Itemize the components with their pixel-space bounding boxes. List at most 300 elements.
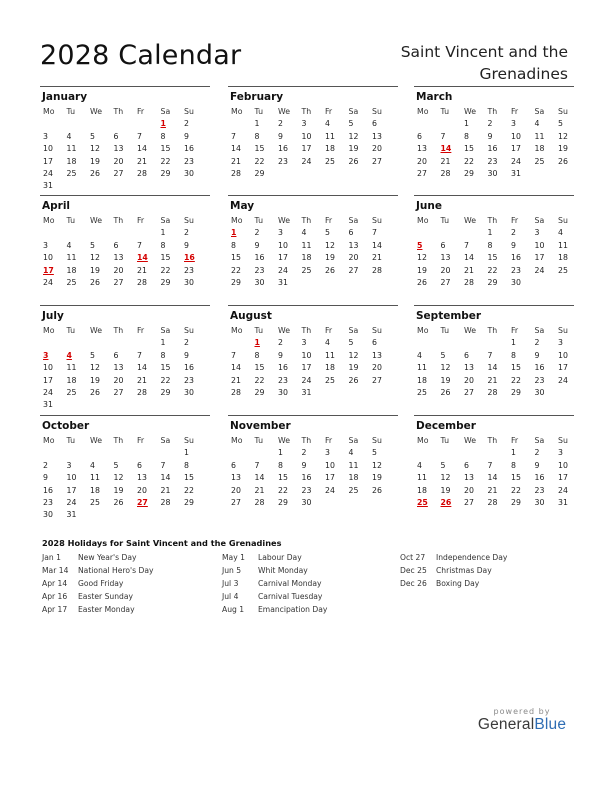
weekday-header: Fr [511,107,519,116]
day-cell: 9 [511,240,516,250]
weekday-header: Su [372,107,382,116]
day-cell: 27 [440,277,451,287]
day-cell: 24 [43,277,53,287]
day-cell: 28 [254,497,265,507]
holiday-day-cell: 3 [43,350,49,360]
day-cell: 18 [66,156,77,166]
day-cell: 26 [372,485,382,495]
day-cell: 21 [487,485,498,495]
day-cell: 20 [348,253,359,263]
day-cell: 23 [184,375,194,385]
day-cell: 31 [43,400,53,410]
holiday-date: Oct 27 [400,553,426,562]
empty-day-cell [134,447,158,459]
day-cell: 5 [440,460,446,470]
day-cell: 10 [558,460,568,470]
day-cell: 10 [534,240,545,250]
day-cell: 24 [558,375,568,385]
day-cell: 27 [348,265,359,275]
day-cell: 8 [254,131,260,141]
day-cell: 15 [278,473,288,483]
weekday-header: Su [184,326,194,335]
day-cell: 20 [372,144,382,154]
day-cell: 26 [113,497,124,507]
weekday-header: Tu [66,216,76,225]
holiday-row [222,604,327,617]
day-cell: 3 [43,240,48,250]
day-cell: 19 [440,375,451,385]
month-name: January [42,91,88,103]
day-cell: 12 [440,363,451,373]
day-cell: 27 [464,387,474,397]
day-cell: 6 [113,240,119,250]
day-cell: 21 [372,253,382,263]
day-cell: 7 [137,131,142,141]
country-name-line1: Saint Vincent and the [400,43,568,61]
day-cell: 17 [43,156,53,166]
holiday-day-cell: 17 [43,265,54,275]
day-cell: 12 [348,350,359,360]
day-cell: 11 [66,363,77,373]
day-cell: 30 [184,277,194,287]
weekday-header: We [464,107,477,116]
day-cell: 16 [487,144,498,154]
holiday-date: Jan 1 [42,553,61,562]
empty-day-cell [228,118,252,130]
day-cell: 29 [464,168,474,178]
weekday-header: Fr [137,326,145,335]
day-cell: 17 [43,375,53,385]
holidays-heading: 2028 Holidays for Saint Vincent and the Grenadines [42,538,282,548]
empty-day-cell [485,337,509,349]
day-cell: 25 [325,156,335,166]
empty-day-cell [134,227,158,239]
day-cell: 29 [254,168,265,178]
day-cell: 18 [534,144,545,154]
holiday-name: Whit Monday [258,565,308,575]
day-cell: 28 [137,168,147,178]
day-cell: 28 [137,387,147,397]
day-cell: 26 [90,387,100,397]
weekday-header: Mo [417,326,429,335]
day-cell: 6 [417,131,422,141]
day-cell: 31 [43,181,53,191]
empty-day-cell [461,227,485,239]
day-cell: 14 [372,240,382,250]
holiday-row [222,552,327,565]
day-cell: 15 [160,144,171,154]
holiday-row [400,565,507,578]
holiday-date: Dec 25 [400,565,427,575]
holiday-name: Labour Day [258,553,302,562]
empty-day-cell [252,447,276,459]
day-cell: 21 [137,375,147,385]
day-cell: 18 [417,375,427,385]
brand-name-blue: Blue [534,716,567,733]
holiday-name: Emancipation Day [258,604,328,614]
holiday-row [400,552,507,565]
day-cell: 6 [113,350,119,360]
empty-day-cell [64,227,88,239]
day-cell: 25 [348,485,359,495]
holiday-date: Jul 3 [222,578,239,588]
holiday-name: Carnival Tuesday [258,591,323,601]
day-cell: 8 [160,240,166,250]
holiday-day-cell: 27 [137,497,148,507]
weekday-header: We [278,107,291,116]
weekday-header: We [464,326,477,335]
day-cell: 7 [464,240,469,250]
weekday-header: Fr [325,107,333,116]
day-cell: 15 [184,473,194,483]
empty-day-cell [438,337,462,349]
weekday-header: Sa [348,216,359,225]
day-cell: 18 [66,375,77,385]
day-cell: 2 [184,338,189,348]
holiday-date: Apr 17 [42,604,68,614]
day-cell: 11 [325,131,335,141]
holiday-row [42,578,154,591]
empty-day-cell [438,227,462,239]
month-name: December [416,420,476,432]
month-june [414,195,574,289]
holiday-name: Easter Sunday [78,591,134,601]
day-cell: 14 [137,363,147,373]
empty-day-cell [438,118,462,130]
day-cell: 16 [534,473,545,483]
day-cell: 22 [254,156,265,166]
day-cell: 7 [231,350,236,360]
empty-day-cell [461,447,485,459]
weekday-header: Tu [254,326,264,335]
month-divider [228,86,398,87]
day-cell: 26 [90,168,100,178]
day-cell: 10 [301,350,312,360]
day-cell: 19 [558,144,568,154]
month-name: February [230,91,284,103]
weekday-header: Mo [231,326,243,335]
day-cell: 22 [487,265,498,275]
month-divider [414,305,574,306]
day-cell: 22 [278,485,288,495]
day-cell: 25 [66,387,77,397]
weekday-header: Sa [348,326,359,335]
day-cell: 28 [487,497,498,507]
empty-day-cell [485,447,509,459]
holiday-day-cell: 26 [440,497,452,507]
day-cell: 29 [184,497,194,507]
day-cell: 12 [372,460,382,470]
weekday-header: Tu [440,107,450,116]
day-cell: 3 [511,119,516,129]
day-cell: 4 [325,119,330,129]
day-cell: 30 [43,510,53,520]
holiday-day-cell: 16 [184,253,195,263]
day-cell: 6 [348,228,354,238]
day-cell: 22 [231,265,241,275]
holiday-name: National Hero's Day [78,565,154,575]
day-cell: 22 [464,156,474,166]
month-name: August [230,310,272,322]
weekday-header: Su [558,326,568,335]
day-cell: 19 [440,485,451,495]
weekday-header: We [278,436,291,445]
empty-day-cell [40,337,64,349]
day-cell: 9 [43,473,48,483]
holiday-row [222,591,327,604]
empty-day-cell [134,118,158,130]
day-cell: 21 [137,265,147,275]
day-cell: 13 [348,240,359,250]
holiday-name: New Year's Day [78,553,137,562]
empty-day-cell [414,118,438,130]
empty-day-cell [414,227,438,239]
day-cell: 8 [160,350,166,360]
month-day-grid [414,325,574,399]
month-day-grid [40,106,210,193]
holiday-day-cell: 25 [417,497,428,507]
day-cell: 25 [558,265,568,275]
day-cell: 23 [534,485,545,495]
day-cell: 5 [90,131,95,141]
day-cell: 21 [231,375,241,385]
day-cell: 26 [325,265,335,275]
day-cell: 31 [301,387,312,397]
month-day-grid [414,106,574,180]
day-cell: 20 [417,156,427,166]
holiday-row [42,552,154,565]
weekday-header: Sa [534,326,545,335]
day-cell: 14 [160,473,171,483]
holiday-day-cell: 1 [160,119,166,129]
day-cell: 24 [325,485,335,495]
day-cell: 20 [464,375,474,385]
holiday-row [222,565,327,578]
country-name [308,41,568,85]
day-cell: 1 [487,228,493,238]
day-cell: 19 [417,265,427,275]
weekday-header: Mo [43,326,55,335]
day-cell: 7 [137,240,142,250]
country-name-line2: Grenadines [479,65,568,83]
day-cell: 3 [558,338,563,348]
holiday-date: Jul 4 [222,591,239,601]
month-september [414,305,574,399]
day-cell: 12 [325,240,335,250]
day-cell: 7 [440,131,446,141]
day-cell: 31 [66,510,77,520]
day-cell: 9 [534,350,540,360]
day-cell: 23 [487,156,498,166]
day-cell: 17 [278,253,288,263]
month-october [40,415,210,522]
day-cell: 13 [417,144,427,154]
day-cell: 11 [417,473,427,483]
empty-day-cell [40,118,64,130]
day-cell: 21 [254,485,265,495]
day-cell: 8 [464,131,469,141]
day-cell: 27 [464,497,474,507]
day-cell: 1 [184,448,189,458]
month-august [228,305,398,399]
day-cell: 6 [440,240,446,250]
weekday-header: Tu [254,436,264,445]
month-day-grid [40,435,210,522]
weekday-header: Th [487,216,498,225]
day-cell: 24 [43,387,53,397]
day-cell: 17 [325,473,335,483]
month-name: September [416,310,482,322]
day-cell: 27 [113,277,124,287]
day-cell: 23 [43,497,53,507]
day-cell: 14 [231,144,241,154]
page-title: 2028 Calendar [40,40,242,71]
day-cell: 30 [487,168,498,178]
day-cell: 14 [487,473,498,483]
day-cell: 3 [325,448,330,458]
day-cell: 17 [558,363,568,373]
holiday-column [222,552,327,616]
day-cell: 6 [113,131,119,141]
day-cell: 5 [440,350,446,360]
weekday-header: Mo [231,107,243,116]
weekday-header: We [464,436,477,445]
weekday-header: Th [487,436,498,445]
month-day-grid [40,325,210,412]
day-cell: 24 [301,156,312,166]
brand-name-general: General [477,716,535,733]
weekday-header: Mo [43,436,55,445]
day-cell: 9 [487,131,493,141]
holiday-day-cell: 1 [231,228,237,238]
weekday-header: Sa [348,436,359,445]
holiday-name: Carnival Monday [258,578,322,588]
holiday-row [42,565,154,578]
day-cell: 8 [511,350,516,360]
day-cell: 15 [487,253,498,263]
day-cell: 4 [325,338,330,348]
day-cell: 18 [558,253,568,263]
day-cell: 27 [372,156,382,166]
day-cell: 22 [160,265,171,275]
empty-day-cell [64,447,88,459]
day-cell: 14 [254,473,265,483]
day-cell: 30 [184,387,194,397]
day-cell: 22 [184,485,194,495]
empty-day-cell [158,447,182,459]
day-cell: 11 [301,240,312,250]
day-cell: 5 [113,460,119,470]
day-cell: 5 [90,350,95,360]
month-divider [414,86,574,87]
day-cell: 2 [43,460,48,470]
day-cell: 29 [231,277,241,287]
day-cell: 1 [160,338,166,348]
month-day-grid [228,215,398,289]
day-cell: 2 [511,228,516,238]
day-cell: 8 [254,350,260,360]
weekday-header: Th [487,107,498,116]
day-cell: 15 [254,363,265,373]
holiday-date: Aug 1 [222,604,245,614]
day-cell: 9 [254,240,260,250]
holiday-column [400,552,507,591]
month-divider [40,195,210,196]
holiday-name: Christmas Day [436,565,492,575]
day-cell: 29 [511,497,521,507]
weekday-header: Sa [534,107,545,116]
day-cell: 31 [558,497,568,507]
weekday-header: Th [113,216,124,225]
day-cell: 24 [301,375,312,385]
weekday-header: Su [184,107,194,116]
day-cell: 27 [231,497,241,507]
day-cell: 20 [137,485,147,495]
day-cell: 18 [325,363,335,373]
empty-day-cell [87,118,111,130]
month-name: October [42,420,90,432]
day-cell: 21 [137,156,147,166]
day-cell: 13 [113,363,124,373]
day-cell: 11 [348,460,359,470]
day-cell: 6 [231,460,236,470]
day-cell: 13 [372,350,382,360]
day-cell: 7 [160,460,166,470]
day-cell: 2 [254,228,260,238]
day-cell: 7 [487,460,493,470]
weekday-header: Sa [160,216,171,225]
day-cell: 2 [534,448,540,458]
day-cell: 8 [160,131,166,141]
day-cell: 16 [301,473,312,483]
day-cell: 24 [511,156,521,166]
day-cell: 16 [278,363,288,373]
day-cell: 15 [464,144,474,154]
holiday-date: Apr 16 [42,591,68,601]
weekday-header: Mo [417,107,429,116]
day-cell: 16 [184,144,194,154]
day-cell: 7 [254,460,260,470]
month-day-grid [414,215,574,289]
day-cell: 10 [511,131,521,141]
empty-day-cell [64,337,88,349]
day-cell: 8 [511,460,516,470]
day-cell: 13 [137,473,147,483]
holiday-row [400,578,507,591]
day-cell: 17 [558,473,568,483]
day-cell: 3 [558,448,563,458]
day-cell: 16 [534,363,545,373]
brand-name [472,716,572,734]
day-cell: 15 [231,253,241,263]
day-cell: 8 [487,240,493,250]
day-cell: 21 [487,375,498,385]
day-cell: 14 [231,363,241,373]
weekday-header: Sa [534,216,545,225]
day-cell: 21 [464,265,474,275]
day-cell: 30 [534,387,545,397]
weekday-header: Tu [66,107,76,116]
day-cell: 18 [90,485,100,495]
day-cell: 15 [160,363,171,373]
day-cell: 26 [558,156,568,166]
day-cell: 20 [113,375,124,385]
empty-day-cell [228,447,252,459]
weekday-header: Su [372,326,382,335]
weekday-header: Th [113,107,124,116]
weekday-header: Th [301,326,312,335]
day-cell: 9 [534,460,540,470]
